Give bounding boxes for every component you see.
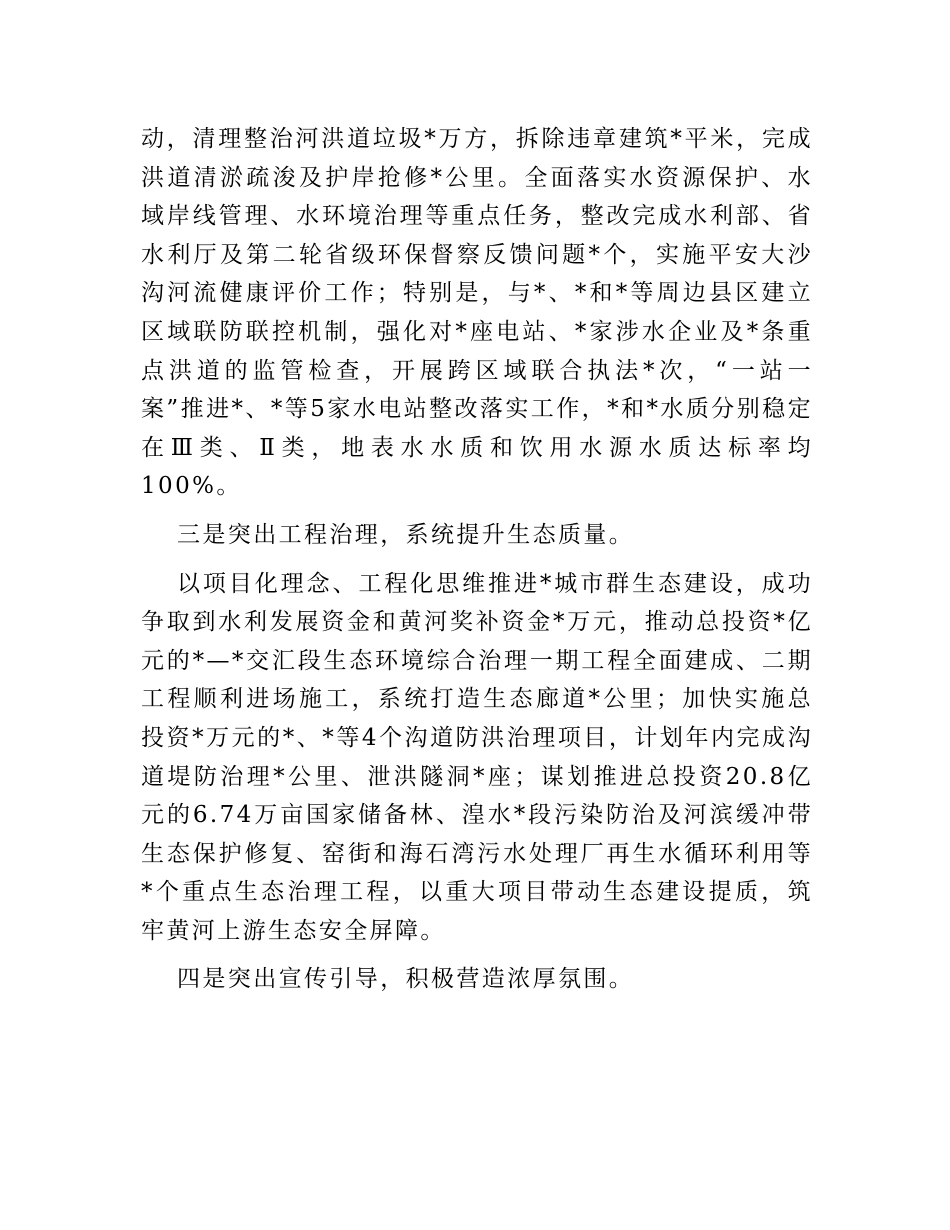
section-heading-engineering: 三是突出工程治理，系统提升生态质量。 [177,521,635,548]
body-paragraph-engineering: 以项目化理念、工程化思维推进*城市群生态建设，成功争取到水利发展资金和黄河奖补资金*万元，推动总投资*亿元的*—*交汇段生态环境综合治理一期工程全面建成、二期工程顺利进场施工，系统打造生态廊道*公里；加快实施总投资*万元的*、*等4个沟道防洪治理项目，计划年内完成沟道堤防治理*公里、泄洪隧洞*座；谋划推进总投资20.8亿元的6.74万亩国家储备林、湟水*段污染防治及河滨缓冲带生态保护修复、窑街和海石湾污水处理厂再生水循环利用等*个重点生态治理工程，以重大项目带动生态建设提质，筑牢黄河上游生态安全屏障。 [141,570,813,944]
section-heading-publicity: 四是突出宣传引导，积极营造浓厚氛围。 [177,966,635,993]
body-paragraph-water-management: 动，清理整治河洪道垃圾*万方，拆除违章建筑*平米，完成洪道清淤疏浚及护岸抢修*公里。全面落实水资源保护、水域岸线管理、水环境治理等重点任务，整改完成水利部、省水利厅及第二轮省级环保督察反馈问题*个，实施平安大沙沟河流健康评价工作；特别是，与*、*和*等周边县区建立区域联防联控机制，强化对*座电站、*家涉水企业及*条重点洪道的监管检查，开展跨区域联合执法*次，“一站一案”推进*、*等5家水电站整改落实工作，*和*水质分别稳定在Ⅲ类、Ⅱ类，地表水水质和饮用水源水质达标率均100%。 [141,126,813,500]
document-body [141,120,813,1009]
